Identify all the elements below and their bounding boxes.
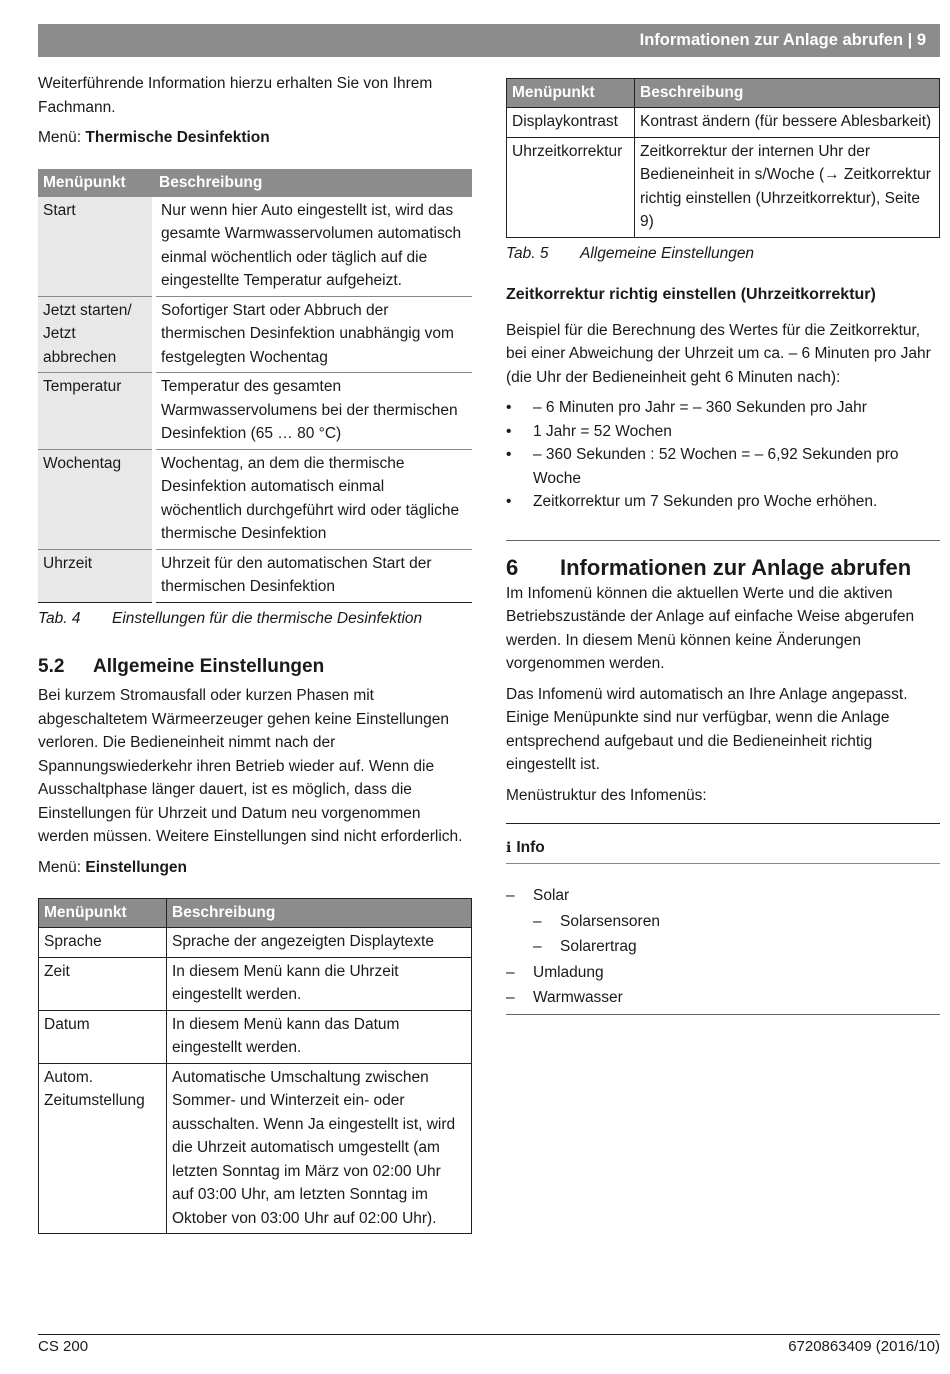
table-allgemeine-einstellungen xyxy=(506,78,940,238)
menu-thermische-desinfektion: Menü: Thermische Desinfektion xyxy=(38,129,270,146)
table-header-row xyxy=(39,899,472,928)
table-cell: Temperatur des gesamten Warmwasservolumens bei der thermischen Desinfektion (65 … 80 °C) xyxy=(154,373,472,450)
table-cell: Kontrast ändern (für bessere Ablesbarkeit) xyxy=(635,108,940,138)
tree-item: – Umladung xyxy=(506,960,940,986)
footer-docnumber: 6720863409 (2016/10) xyxy=(788,1338,940,1355)
table-cell: Sofortiger Start oder Abbruch der thermischen Desinfektion unabhängig vom festgelegten Wochentag xyxy=(154,296,472,373)
right-column xyxy=(506,78,940,1015)
tree-item: – Solarsensoren xyxy=(533,909,940,935)
tree-item: – Solar – Solarsensoren – Solarertrag xyxy=(506,883,940,960)
table-header-cell: Menüpunkt xyxy=(39,899,167,928)
table-cell: Nur wenn hier Auto eingestellt ist, wird das gesamte Warmwasservolumen automatisch einmal wöchentlich oder täglich auf die eingestellte Temperatur aufgeheizt. xyxy=(154,197,472,297)
section-text: Bei kurzem Stromausfall oder kurzen Phasen mit abgeschaltetem Wärmeerzeuger gehen keine Einstellungen verloren. Die Bedieneinheit nimmt nach der Spannungswiederkehr ihren Betrieb wieder auf. Wenn die Ausschaltphase länger dauert, ist es möglich, dass die Einstellungen für Uhrzeit und Datum neu vorgenommen werden müssen. Weitere Einstellungen sind nicht erforderlich. xyxy=(38,687,463,845)
info-menu-box xyxy=(506,823,940,864)
table-row xyxy=(507,108,940,138)
info-label: Info xyxy=(516,839,545,856)
chapter-text-1: Im Infomenü können die aktuellen Werte und die aktiven Betriebszustände der Anlage auf einfache Weise abgerufen werden. In diesem Menü können keine Änderungen vorgenommen werden. xyxy=(506,584,915,672)
table-cell: Autom. Zeitumstellung xyxy=(39,1063,167,1234)
table-cell: Uhrzeitkorrektur xyxy=(507,137,635,237)
list-item: • 1 Jahr = 52 Wochen xyxy=(506,420,940,444)
intro-text: Weiterführende Information hierzu erhalten Sie von Ihrem Fachmann. xyxy=(38,75,433,116)
table-cell: Jetzt starten/ Jetzt abbrechen xyxy=(38,296,154,373)
table-caption: Tab. 4 Einstellungen für die thermische Desinfektion xyxy=(38,609,423,627)
table-row xyxy=(38,449,472,549)
table-einstellungen xyxy=(38,898,472,1234)
table-row xyxy=(39,1063,472,1234)
table-cell: In diesem Menü kann das Datum eingestellt werden. xyxy=(167,1010,472,1063)
table-header-cell: Menüpunkt xyxy=(507,79,635,108)
section-heading: 5.2 Allgemeine Einstellungen xyxy=(38,656,325,677)
list-item: • – 6 Minuten pro Jahr = – 360 Sekunden pro Jahr xyxy=(506,396,940,420)
table-cell: Uhrzeit für den automatischen Start der thermischen Desinfektion xyxy=(154,549,472,602)
table-cell: Zeitkorrektur der internen Uhr der Bedieneinheit in s/Woche (→ Zeitkorrektur richtig einstellen (Uhrzeitkorrektur), Seite 9) xyxy=(635,137,940,237)
table-row xyxy=(507,137,940,237)
tree-item: – Warmwasser xyxy=(506,985,940,1011)
table-cell: Wochentag, an dem die thermische Desinfektion automatisch einmal wöchentlich durchgeführt wird oder tägliche thermische Desinfektion xyxy=(154,449,472,549)
table-cell: Uhrzeit xyxy=(38,549,154,602)
table-cell: Displaykontrast xyxy=(507,108,635,138)
chapter-text-3: Menüstruktur des Infomenüs: xyxy=(506,786,707,804)
table-header-cell: Beschreibung xyxy=(167,899,472,928)
info-menu-tree xyxy=(506,883,940,1011)
table-row xyxy=(39,928,472,958)
table-header-row xyxy=(38,169,472,197)
table-cell: Wochentag xyxy=(38,449,154,549)
table-header-row xyxy=(507,79,940,108)
header-title: Informationen zur Anlage abrufen | 9 xyxy=(639,31,926,49)
table-thermische-desinfektion xyxy=(38,169,472,603)
table-cell: Start xyxy=(38,197,154,297)
list-item: • – 360 Sekunden : 52 Wochen = – 6,92 Sekunden pro Woche xyxy=(506,443,940,490)
list-item: • Zeitkorrektur um 7 Sekunden pro Woche erhöhen. xyxy=(506,490,940,514)
table-row xyxy=(39,957,472,1010)
table-header-cell: Menüpunkt xyxy=(38,169,154,197)
section-divider xyxy=(506,540,940,541)
left-column xyxy=(38,72,472,1234)
tree-item: – Solarertrag xyxy=(533,934,940,960)
table-cell: Sprache der angezeigten Displaytexte xyxy=(167,928,472,958)
table-cell: Sprache xyxy=(39,928,167,958)
table-row xyxy=(38,549,472,602)
table-cell: Zeit xyxy=(39,957,167,1010)
chapter-text-2: Das Infomenü wird automatisch an Ihre Anlage angepasst. Einige Menüpunkte sind nur verfügbar, wenn die Anlage entsprechend aufgebaut und die Bedieneinheit richtig eingestellt ist. xyxy=(506,685,908,773)
chapter-heading: 6 Informationen zur Anlage abrufen xyxy=(506,554,912,580)
info-icon: ℹ xyxy=(506,839,512,855)
table-header-cell: Beschreibung xyxy=(154,169,472,197)
tree-divider xyxy=(506,1014,940,1015)
table-cell: In diesem Menü kann die Uhrzeit eingestellt werden. xyxy=(167,957,472,1010)
table-row xyxy=(38,296,472,373)
table-cell: Automatische Umschaltung zwischen Sommer- und Winterzeit ein- oder ausschalten. Wenn Ja eingestellt ist, wird die Uhrzeit automatisch umgestellt (am letzten Sonntag im März von 02:00 Uhr auf 03:00 Uhr, am letzten Sonntag im Oktober von 03:00 Uhr auf 02:00 Uhr). xyxy=(167,1063,472,1234)
table-cell: Datum xyxy=(39,1010,167,1063)
zeitkorrektur-text: Beispiel für die Berechnung des Wertes für die Zeitkorrektur, bei einer Abweichung der Uhrzeit um ca. – 6 Minuten pro Jahr (die Uhr der Bedieneinheit geht 6 Minuten nach): xyxy=(506,321,931,386)
table-row xyxy=(38,373,472,450)
table-caption: Tab. 5 Allgemeine Einstellungen xyxy=(506,244,755,262)
page-header xyxy=(38,24,940,57)
table-row xyxy=(38,197,472,297)
table-cell: Temperatur xyxy=(38,373,154,450)
bullet-list xyxy=(506,396,940,514)
table-header-cell: Beschreibung xyxy=(635,79,940,108)
subsection-heading: Zeitkorrektur richtig einstellen (Uhrzeitkorrektur) xyxy=(506,286,876,303)
table-row xyxy=(39,1010,472,1063)
menu-einstellungen: Menü: Einstellungen xyxy=(38,858,188,876)
footer-product: CS 200 xyxy=(38,1338,89,1355)
